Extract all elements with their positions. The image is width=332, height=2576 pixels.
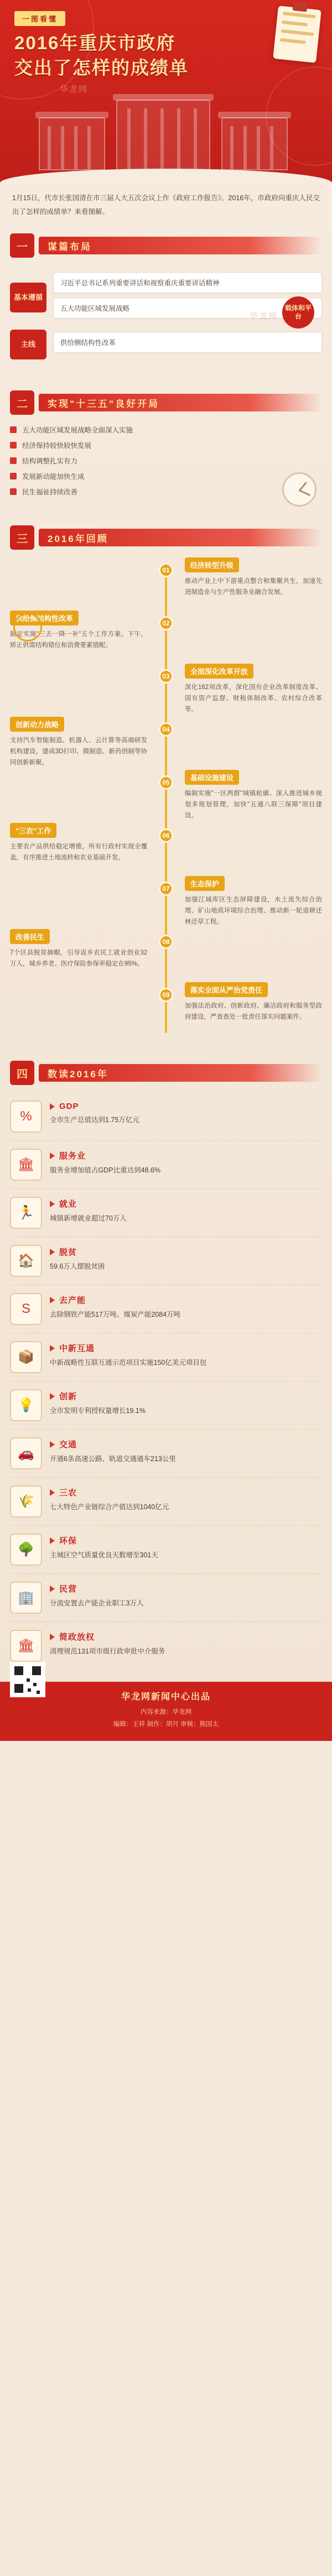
triangle-bullet-icon [50, 1345, 55, 1352]
timeline-marker: 07 [159, 882, 173, 896]
timeline-card [185, 664, 322, 715]
list-item-label: 发展新动能加快生成 [22, 473, 85, 481]
policy-items [53, 332, 322, 357]
triangle-bullet-icon [50, 1441, 55, 1448]
stat-title: 就业 [59, 1200, 77, 1209]
worker-icon [10, 1197, 42, 1229]
timeline-card-title: 改善民生 [10, 929, 50, 944]
government-building-illustration [0, 87, 332, 170]
timeline-card-title: 供给侧结构性改革 [10, 611, 79, 625]
clipboard-line [282, 20, 308, 27]
triangle-bullet-icon [50, 1297, 55, 1303]
qr-marker [32, 1666, 41, 1675]
package-icon [10, 1341, 42, 1373]
bullet-square-icon [10, 457, 17, 464]
bullet-square-icon [10, 426, 17, 433]
stat-content [50, 1437, 322, 1465]
list-item [10, 487, 322, 497]
lightbulb-icon [13, 613, 42, 642]
section-header-1 [10, 233, 322, 258]
stat-row [10, 1430, 322, 1478]
stat-header [50, 1342, 322, 1354]
timeline-card-title: 全面深化改革开放 [185, 664, 253, 679]
timeline-entry [10, 982, 322, 1035]
building-icon [10, 1149, 42, 1181]
building-column [160, 108, 164, 169]
stat-header [50, 1390, 322, 1402]
triangle-bullet-icon [50, 1586, 55, 1592]
stat-content [50, 1245, 322, 1273]
section-title-bar [39, 394, 322, 411]
stat-header [50, 1294, 322, 1306]
section-title: 实现"十三五"良好开局 [48, 398, 160, 409]
clipboard-line [281, 29, 314, 36]
stat-content [50, 1341, 322, 1369]
timeline-entry [10, 557, 322, 611]
policy-item: 五大功能区域发展战略 [53, 298, 322, 319]
timeline-card-body: 制定实施"三去一降一补"五个工作方案。下午，矫正供需结构错位和消费要素错配。 [10, 631, 148, 649]
timeline-marker: 05 [159, 775, 173, 790]
stat-icon-glyph: 🏢 [18, 1590, 34, 1605]
clock-icon [282, 472, 317, 507]
clipboard-line [283, 12, 316, 18]
transport-icon [10, 1437, 42, 1469]
percent-icon [10, 1101, 42, 1133]
stat-content [50, 1149, 322, 1176]
stat-icon-glyph: 🏠 [18, 1253, 34, 1269]
timeline-card [185, 770, 322, 821]
watermark: 华龙网 [249, 311, 278, 321]
timeline-entry [10, 929, 322, 982]
timeline-card-title: 基础设施建设 [185, 770, 239, 785]
stat-title: 去产能 [59, 1296, 86, 1305]
qr-code [10, 1662, 45, 1697]
qr-dot [27, 1678, 30, 1682]
stat-description: 服务业增加值占GDP比重达到48.6% [50, 1166, 161, 1174]
list-item-label: 民生福祉持续改善 [22, 488, 78, 496]
stat-header [50, 1438, 322, 1450]
footer-source: 内容来源：华龙网 [141, 1709, 191, 1715]
stat-content [50, 1582, 322, 1609]
policy-item: 习近平总书记系列重要讲话和视察重庆重要讲话精神 [53, 272, 322, 293]
stat-icon-glyph: S [21, 1301, 30, 1316]
agriculture-icon [10, 1485, 42, 1518]
stat-row [10, 1574, 322, 1622]
qr-marker [14, 1684, 23, 1693]
policy-item: 供给侧结构性改革 [53, 332, 322, 353]
building-roof [35, 112, 108, 118]
clipboard-icon [273, 6, 321, 63]
hero-ribbon: 一图看懂 [14, 11, 65, 26]
triangle-bullet-icon [50, 1103, 55, 1110]
section-title: 2016年回顾 [48, 533, 108, 544]
stat-content [50, 1197, 322, 1224]
building-column [144, 108, 147, 169]
poverty-icon [10, 1245, 42, 1277]
timeline-card-title: 生态保护 [185, 876, 225, 891]
timeline-card-body: 7个区县脱贫摘帽，引导返乡农民工就业创业32万人，城乡养老、医疗保险参保率稳定在95%。 [10, 950, 148, 968]
footer [0, 1682, 332, 1741]
building-roof [218, 112, 291, 118]
intro-paragraph: 1月15日，代市长张国清在市三届人大五次会议上作《政府工作报告》。2016年，市政府向重庆人民交出了怎样的成绩单？来看图解。 [12, 194, 320, 216]
stat-icon-glyph: 📦 [18, 1349, 34, 1365]
section-title: 谋篇布局 [48, 241, 92, 252]
building-column [230, 126, 234, 169]
policy-tag: 主线 [10, 330, 46, 359]
building-center [116, 100, 210, 170]
stat-description: 59.6万人摆脱贫困 [50, 1263, 105, 1270]
list-item [10, 456, 322, 466]
stat-icon-glyph: 🌾 [18, 1494, 34, 1509]
qr-dot [33, 1683, 37, 1686]
clipboard-clip [292, 2, 308, 12]
policy-group-basic [10, 272, 322, 323]
section-header-3 [10, 525, 322, 550]
building-roof [113, 94, 214, 101]
triangle-bullet-icon [50, 1489, 55, 1496]
timeline-card-title: "三农"工作 [10, 823, 56, 838]
triangle-bullet-icon [50, 1153, 55, 1159]
triangle-bullet-icon [50, 1393, 55, 1400]
triangle-bullet-icon [50, 1537, 55, 1544]
triangle-bullet-icon [50, 1249, 55, 1255]
list-item-label: 五大功能区域发展战略全面深入实施 [22, 426, 133, 434]
innovation-icon [10, 1389, 42, 1421]
building-left [39, 117, 105, 170]
bullet-square-icon [10, 442, 17, 449]
footer-credits: 编辑：王祥 制作：胡月 审核：熊国太 [113, 1720, 219, 1728]
building-column [74, 126, 77, 169]
stat-description: 全市发明专利授权量增长19.1% [50, 1407, 146, 1415]
timeline-card [10, 717, 147, 768]
platform-badge: 载体和平台 [282, 296, 314, 328]
stat-title: GDP [59, 1102, 79, 1111]
timeline-card-body: 支持汽车智能制造、机器人、云计算等高端研发机构建设，建成3D打印、微制造、新药创制等协同创新新聚。 [10, 737, 148, 766]
section-number: 二 [10, 390, 34, 415]
timeline-entry [10, 823, 322, 876]
section-number: 一 [10, 233, 34, 258]
capacity-icon [10, 1293, 42, 1325]
timeline-entry [10, 770, 322, 823]
timeline-card-body: 推动产业上中下游重点整合和集聚共生，加速先进制造业与生产性服务业融合发展。 [184, 578, 322, 596]
stat-row [10, 1333, 322, 1381]
stat-header [50, 1631, 322, 1642]
stat-header [50, 1198, 322, 1209]
list-item [10, 440, 322, 450]
timeline-entry [10, 876, 322, 929]
stat-icon-glyph: 🚗 [18, 1446, 34, 1461]
triangle-bullet-icon [50, 1634, 55, 1640]
stat-header [50, 1246, 322, 1258]
bullet-square-icon [10, 473, 17, 479]
section-header-4 [10, 1061, 322, 1085]
stat-row [10, 1526, 322, 1574]
section-2-content [10, 423, 322, 511]
section-number: 三 [10, 525, 34, 550]
building-column [177, 108, 180, 169]
timeline-card-title: 经济转型升级 [185, 557, 239, 572]
timeline-marker: 04 [159, 722, 173, 737]
section-title-bar [39, 1064, 322, 1082]
stat-title: 脱贫 [59, 1248, 77, 1257]
list-item [10, 471, 322, 481]
timeline-entry [10, 611, 322, 664]
triangle-bullet-icon [50, 1201, 55, 1207]
section-title-bar [39, 529, 322, 546]
environment-icon [10, 1534, 42, 1566]
timeline-marker: 03 [159, 669, 173, 684]
timeline-card-body: 加强法治政府、创新政府、廉洁政府和服务型政府建设，严查查处一批责任落实问题案件。 [184, 1003, 322, 1021]
stat-description: 主城区空气质量优良天数增至301天 [50, 1551, 158, 1559]
stat-header [50, 1583, 322, 1594]
stat-description: 分流安置去产能企业职工3万人 [50, 1599, 144, 1607]
building-column [257, 126, 260, 169]
policy-group-mainline [10, 330, 322, 359]
watermark: 华龙网 [60, 85, 89, 94]
footer-title: 华龙网新闻中心出品 [121, 1692, 211, 1702]
stat-title: 创新 [59, 1392, 77, 1401]
stat-title: 民营 [59, 1584, 77, 1594]
building-column [243, 126, 247, 169]
list-item-label: 经济保持较快较快发展 [22, 442, 92, 450]
title-line-1: 2016年重庆市政府 [14, 33, 176, 53]
stat-title: 交通 [59, 1440, 77, 1449]
section-3-timeline [10, 557, 322, 1046]
section-4-stats [10, 1093, 322, 1670]
policy-tag: 基本遵循 [10, 283, 46, 312]
stat-title: 简政放权 [59, 1633, 95, 1642]
achievement-list [10, 423, 322, 511]
title-line-2: 交出了怎样的成绩单 [14, 57, 189, 78]
stat-content [50, 1293, 322, 1321]
stat-header [50, 1535, 322, 1546]
stat-content [50, 1485, 322, 1513]
stat-header [50, 1102, 322, 1111]
timeline-card-body: 编制实施"一区两群"城镇轮廓、深入推进城乡规划多规划管理，加快"五通八联三保障"项目建设。 [184, 790, 322, 820]
list-item-label: 结构调整扎实有力 [22, 457, 78, 465]
stat-content [50, 1534, 322, 1561]
section-number: 四 [10, 1061, 34, 1085]
stat-content [50, 1389, 322, 1417]
stat-description: 开通6条高速公路、轨道交通通车213公里 [50, 1455, 176, 1463]
timeline-card [185, 876, 322, 927]
stat-title: 中新互通 [59, 1344, 95, 1353]
building-column [127, 108, 131, 169]
stat-row [10, 1189, 322, 1237]
stat-header [50, 1150, 322, 1161]
timeline-card [10, 823, 147, 863]
stat-content [50, 1630, 322, 1657]
stat-icon-glyph: 🏛 [17, 1157, 35, 1172]
timeline-card [185, 982, 322, 1023]
timeline-card-title: 落实全面从严治党责任 [185, 982, 268, 997]
timeline-card-body: 主要农产品供给稳定增推，所有行政村实现全覆盖，有序推进土地流转和农业基础开发。 [10, 843, 148, 862]
section-title-bar [39, 237, 322, 254]
section-title: 数读2016年 [48, 1068, 108, 1080]
stat-title: 环保 [59, 1536, 77, 1546]
section-1-content [10, 265, 322, 376]
clipboard-line [279, 38, 305, 44]
stat-content [50, 1101, 322, 1126]
enterprise-icon [10, 1582, 42, 1614]
hero-header [0, 0, 332, 182]
timeline-card [185, 557, 322, 598]
stat-description: 去除钢铁产能517万吨、煤炭产能2084万吨 [50, 1311, 181, 1318]
building-column [87, 126, 91, 169]
timeline-marker: 01 [159, 563, 173, 577]
stat-description: 中新战略性互联互通示范项目实施150亿美元项目包 [50, 1359, 207, 1367]
stat-icon-glyph: 🌳 [18, 1542, 34, 1557]
bullet-square-icon [10, 488, 17, 495]
government-icon [10, 1630, 42, 1662]
timeline-marker: 09 [159, 988, 173, 1002]
list-item [10, 425, 322, 435]
stat-description: 城镇新增就业超过70万人 [50, 1214, 127, 1222]
stat-description: 全市生产总值达到1.75万亿元 [50, 1116, 139, 1124]
stat-icon-glyph: % [20, 1109, 32, 1124]
timeline-card-body: 加强江域库区生态屏障建设，水土流失综合治理、矿山地质环境综合治理、推动新一轮退耕还林还草工程。 [184, 896, 322, 926]
stat-row [10, 1622, 322, 1670]
qr-dot [28, 1688, 31, 1692]
stat-row [10, 1478, 322, 1526]
timeline-entry [10, 664, 322, 717]
timeline-card-title: 创新动力战略 [10, 717, 64, 732]
stat-header [50, 1487, 322, 1498]
timeline-marker: 02 [159, 616, 173, 630]
timeline-card-body: 深化162项改革，深化国有企业改革制度改革、国有资产监督、财税体制改革、农村综合改革等。 [184, 684, 322, 713]
stat-title: 三农 [59, 1488, 77, 1498]
building-right [221, 117, 288, 170]
stat-title: 服务业 [59, 1151, 86, 1161]
stat-row [10, 1285, 322, 1333]
stat-icon-glyph: 💡 [18, 1397, 34, 1413]
timeline-entry [10, 717, 322, 770]
stat-row [10, 1093, 322, 1141]
timeline-marker: 06 [159, 828, 173, 843]
qr-marker [14, 1666, 23, 1675]
section-header-2 [10, 390, 322, 415]
stat-description: 清理规范131项市级行政审批中介服务 [50, 1647, 165, 1655]
building-column [48, 126, 51, 169]
building-column [270, 126, 273, 169]
building-column [61, 126, 64, 169]
stat-row [10, 1381, 322, 1430]
timeline-marker: 08 [159, 935, 173, 949]
timeline-card [10, 929, 147, 969]
stat-row [10, 1237, 322, 1285]
qr-dot [37, 1691, 40, 1694]
stat-icon-glyph: 🏛 [17, 1638, 35, 1654]
stat-row [10, 1141, 322, 1189]
stat-icon-glyph: 🏃 [18, 1205, 34, 1221]
building-column [194, 108, 197, 169]
page-title [14, 31, 247, 80]
stat-description: 七大特色产业链综合产值达到1040亿元 [50, 1503, 169, 1511]
